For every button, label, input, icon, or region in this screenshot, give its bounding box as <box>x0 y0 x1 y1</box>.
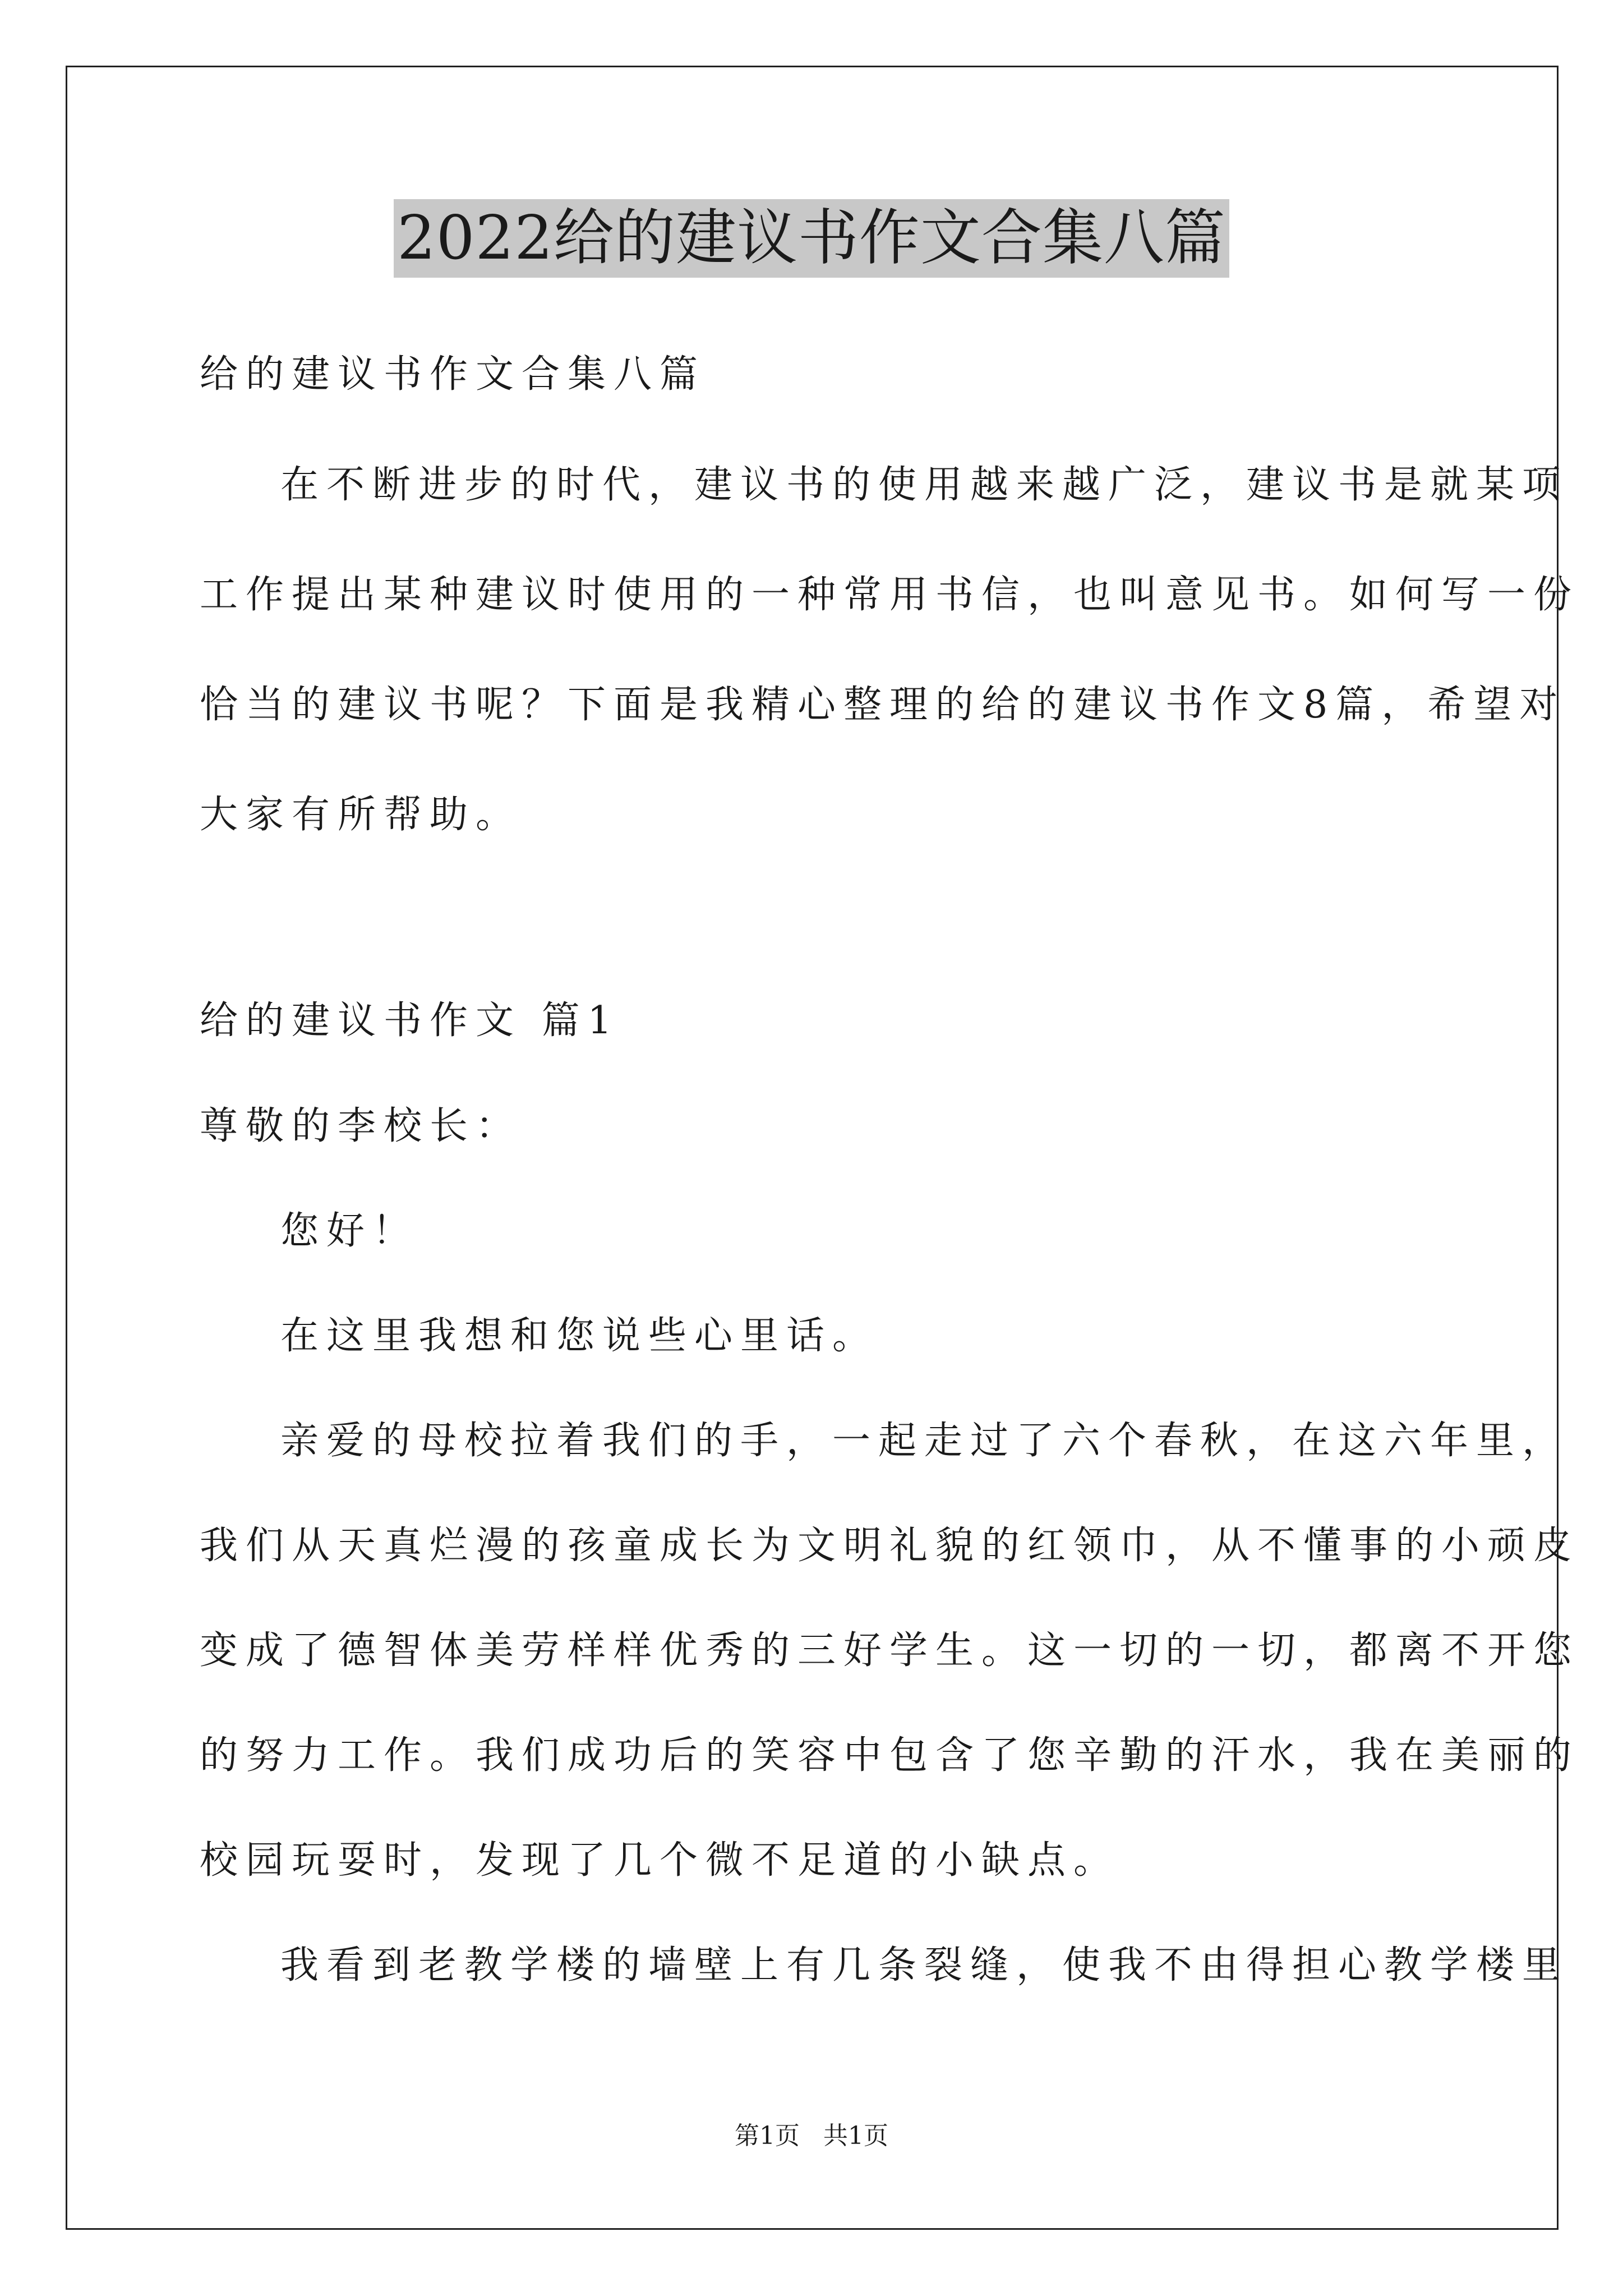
paragraph-line-4: 的努力工作。我们成功后的笑容中包含了您辛勤的汗水，我在美丽的 <box>200 1733 1580 1778</box>
title-container <box>0 199 1623 278</box>
intro-line-1: 在不断进步的时代，建议书的使用越来越广泛，建议书是就某项 <box>280 463 1569 507</box>
intro-line-4: 大家有所帮助。 <box>200 793 522 837</box>
section-heading: 给的建议书作文 篇1 <box>200 999 620 1043</box>
intro-line-2: 工作提出某种建议时使用的一种常用书信，也叫意见书。如何写一份 <box>200 573 1580 617</box>
paragraph-line-2: 我们从天真烂漫的孩童成长为文明礼貌的红领巾，从不懂事的小顽皮 <box>200 1524 1580 1568</box>
last-line: 我看到老教学楼的墙壁上有几条裂缝，使我不由得担心教学楼里 <box>280 1943 1569 1987</box>
intro-line-3: 恰当的建议书呢？下面是我精心整理的给的建议书作文8篇，希望对 <box>200 683 1566 727</box>
paragraph-line-5: 校园玩耍时，发现了几个微不足道的小缺点。 <box>200 1838 1120 1883</box>
body-line-1: 在这里我想和您说些心里话。 <box>280 1314 879 1358</box>
greeting: 您好！ <box>280 1209 419 1253</box>
document-title: 2022给的建议书作文合集八篇 <box>394 199 1229 278</box>
salutation: 尊敬的李校长： <box>200 1104 522 1148</box>
page-footer: 第1页 共1页 <box>735 2122 888 2150</box>
paragraph-line-3: 变成了德智体美劳样样优秀的三好学生。这一切的一切，都离不开您 <box>200 1628 1580 1673</box>
document-subtitle: 给的建议书作文合集八篇 <box>200 352 706 397</box>
paragraph-line-1: 亲爱的母校拉着我们的手，一起走过了六个春秋，在这六年里， <box>280 1419 1569 1463</box>
